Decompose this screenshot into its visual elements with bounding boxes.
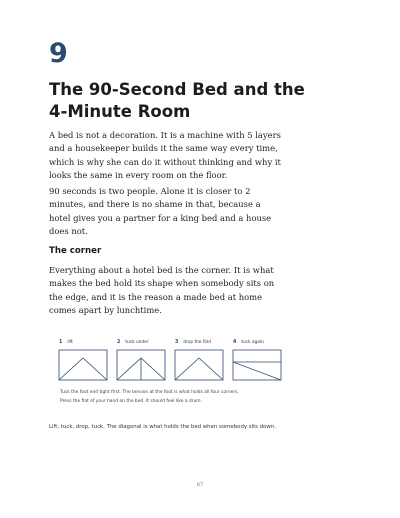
step-number-1: 1 — [59, 340, 63, 345]
figure-caption-line-2: Press the flat of your hand on the bed. It should feel like a drum. — [60, 399, 202, 404]
step-4-diagonal — [233, 362, 281, 380]
step-1-frame — [59, 350, 107, 380]
section-heading: The corner — [49, 246, 102, 256]
chapter-title: The 90-Second Bed and the 4-Minute Room — [49, 80, 305, 121]
paragraph-timing: 90 seconds is two people. Alone it is closer to 2 minutes, and there is no shame in that, because a hotel gives you a partner for a king bed and a house does not. — [49, 186, 272, 237]
step-number-4: 4 — [233, 340, 237, 345]
step-diagram-3 — [175, 350, 223, 380]
step-text-4: tuck again — [241, 340, 264, 345]
step-3-frame — [175, 350, 223, 380]
step-text-2: tuck under — [125, 340, 149, 345]
step-label-1 — [59, 338, 73, 348]
step-diagram-4 — [233, 350, 281, 380]
figure-caption-line-1: Tuck the foot end tight first. The tension at the foot is what holds all four corners. — [60, 390, 239, 395]
step-diagram-1 — [59, 350, 107, 380]
page-number: 67 — [196, 482, 204, 488]
step-label-3 — [175, 338, 211, 348]
step-label-2 — [117, 338, 149, 348]
step-3-fold — [175, 358, 223, 380]
chapter-number: 9 — [49, 38, 68, 69]
paragraph-corner: Everything about a hotel bed is the corner. It is what makes the bed hold its shape when somebody sits on the edge, and it is the reason a made bed at home comes apart by lunchtime. — [49, 265, 275, 316]
step-text-3: drop the fold — [183, 340, 211, 345]
step-diagram-2 — [117, 350, 165, 380]
step-text-1: lift — [67, 340, 73, 345]
step-1-fold — [59, 358, 107, 380]
summary-note: Lift, tuck, drop, tuck. The diagonal is what holds the bed when somebody sits down. — [49, 424, 276, 430]
step-label-4 — [233, 338, 264, 348]
step-number-3: 3 — [175, 340, 179, 345]
step-number-2: 2 — [117, 340, 121, 345]
corner-steps-diagram — [57, 348, 297, 384]
paragraph-intro: A bed is not a decoration. It is a machine with 5 layers and a housekeeper builds it the same way every time, which is why she can do it without thinking and why it looks the same in every room on the floor. — [49, 130, 281, 181]
